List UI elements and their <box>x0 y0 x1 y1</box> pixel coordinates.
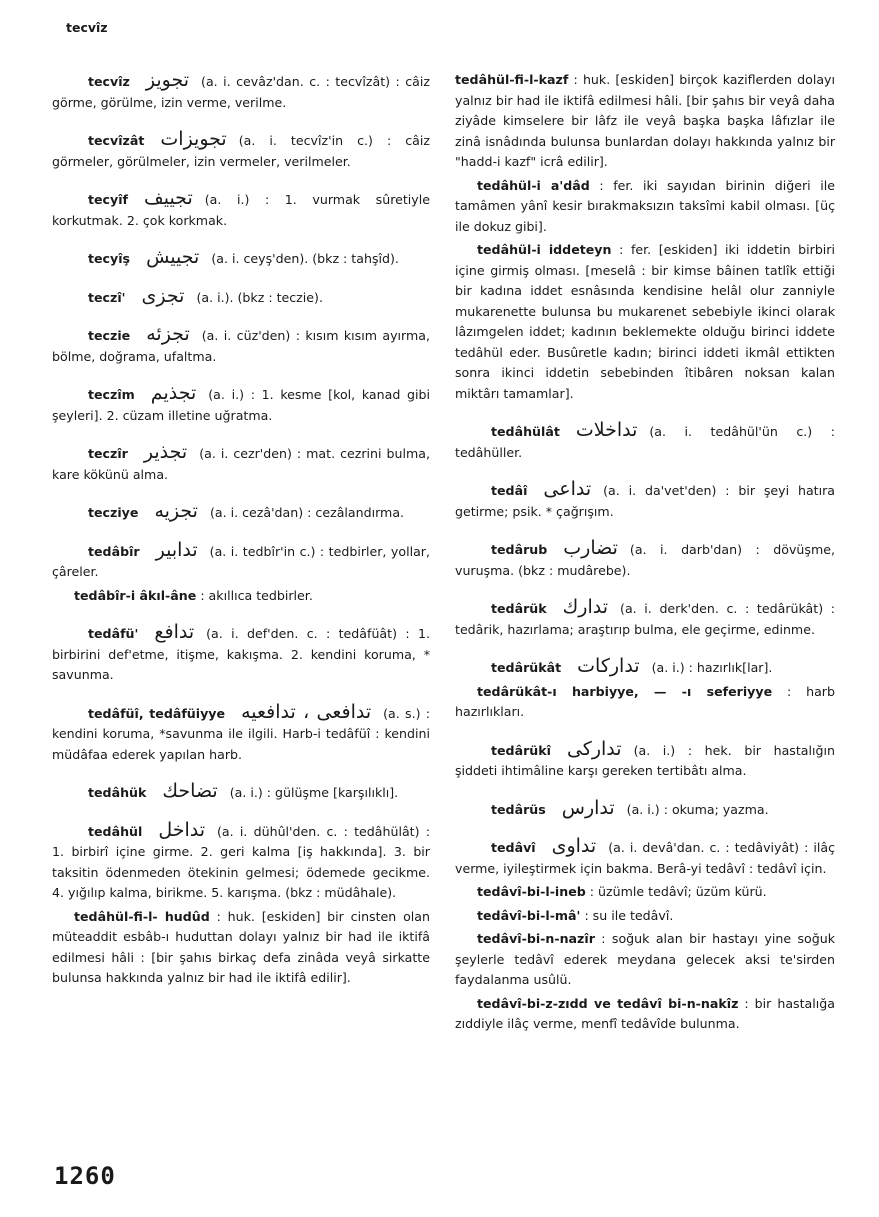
entry-arabic-script: تداخلات <box>575 419 638 441</box>
dictionary-entry <box>52 501 430 524</box>
entry-definition: : üzümle tedâvî; üzüm kürü. <box>589 884 767 899</box>
entry-headword: tedârük <box>491 601 547 616</box>
dictionary-entry <box>52 324 430 367</box>
page-number: 1260 <box>54 1162 116 1190</box>
entry-definition: : fer. [eskiden] iki iddetin birbiri içine girmiş olması. [meselâ : bir kimse bâinen tatlîk ettiği bir kadına iddet esnâsında kendisine helâl olur zanniyle mukarenette bulunsa bu mukarenet sebebiyle ikinci olarak lâzımgelen iddet; kadının beklemekte olduğu birinci iddete tedâhül eder. Busûretle kadın; birinci iddeti ikmâl ettikten sonra ikinci iddetin sebebinden îtibâren noksan kalan miktârı tamamlar]. <box>455 242 835 401</box>
entry-definition: (a. i.) : okuma; yazma. <box>626 801 769 817</box>
dictionary-entry <box>52 586 430 607</box>
dictionary-entry <box>52 442 430 485</box>
dictionary-entry <box>455 798 835 821</box>
left-column <box>52 70 430 989</box>
entry-definition: : akıllıca tedbirler. <box>200 587 313 603</box>
entry-arabic-script: تداعى <box>543 478 592 500</box>
entry-headword: tecyîş <box>88 251 131 266</box>
entry-definition: (a. i. cezâ'dan) : cezâlandırma. <box>209 505 405 520</box>
entry-definition: (a. i. da'vet'den) : bir şeyi hatıra getirme; psik. * çağrışım. <box>455 483 835 519</box>
entry-definition: : fer. iki sayıdan birinin diğeri ile tamâmen yânî kesir bırakmaksızın taksîmi kabil olması. [üç ile dokuz gibi]. <box>455 177 835 234</box>
entry-definition: : huk. [eskiden] bir cinsten olan müteaddit esbâb-ı huduttan dolayı yalnız bir had ile iktifâ edilmesi hâli : [bir şahıs birkaç defa zinâda veyâ sirkatte bulunsa hakkında yalnız bir had ile iktifâ edilir]. <box>52 908 430 985</box>
entry-headword: teczie <box>88 328 131 343</box>
dictionary-entry <box>455 70 835 173</box>
dictionary-entry <box>52 702 430 766</box>
dictionary-entry <box>52 286 430 309</box>
entry-definition: : su ile tedâvî. <box>584 907 674 923</box>
dictionary-entry <box>455 836 835 879</box>
dictionary-entry <box>455 538 835 581</box>
entry-headword: tedâvî-bi-l-mâ' <box>477 907 581 923</box>
entry-headword: tedâhül-fi-l-kazf <box>455 72 569 87</box>
entry-arabic-script: تضارب <box>563 537 618 559</box>
entry-headword: tedâhük <box>88 785 147 800</box>
entry-headword: tedâhül-i iddeteyn <box>477 242 612 257</box>
entry-headword: tedâvî-bi-z-zıdd ve tedâvî bi-n-nakîz <box>477 995 739 1011</box>
entry-arabic-script: تجزيه <box>154 500 198 522</box>
entry-definition: (a. i.). (bkz : teczie). <box>196 289 323 305</box>
dictionary-entry <box>52 247 430 270</box>
entry-arabic-script: تدارك <box>562 596 609 618</box>
entry-arabic-script: تجزئه <box>146 323 190 345</box>
dictionary-entry <box>455 597 835 640</box>
entry-headword: tedâfüî, tedâfüiyye <box>88 705 226 721</box>
dictionary-entry <box>455 479 835 522</box>
dictionary-entry <box>52 70 430 113</box>
entry-headword: tedâî <box>491 483 528 498</box>
entry-arabic-script: تدابير <box>155 538 198 561</box>
entry-definition: (a. i. ceyş'den). (bkz : tahşîd). <box>211 251 399 266</box>
dictionary-entry <box>455 739 835 782</box>
dictionary-entry <box>455 994 835 1035</box>
entry-definition: (a. i.) : hek. bir hastalığın şiddeti ihtimâline karşı gereken tertibâtı alma. <box>455 742 835 778</box>
dictionary-entry <box>455 929 835 991</box>
right-column <box>455 70 835 1035</box>
entry-arabic-script: تجزى <box>141 284 185 307</box>
dictionary-entry <box>52 622 430 686</box>
dictionary-entry <box>52 383 430 426</box>
entry-headword: tedâvî-bi-l-ineb <box>477 884 586 899</box>
entry-definition: (a. i.) : gülüşme [karşılıklı]. <box>229 785 399 800</box>
dictionary-entry <box>455 682 835 723</box>
entry-definition: (a. i. derk'den. c. : tedârükât) : tedârik, hazırlama; araştırıp bulma, ele geçirme, edinme. <box>455 601 835 637</box>
dictionary-entry <box>455 176 835 238</box>
entry-headword: tedârükât <box>491 660 562 675</box>
entry-definition: : harb hazırlıkları. <box>455 683 835 719</box>
entry-arabic-script: تداركات <box>577 655 640 677</box>
entry-arabic-script: تجويزات <box>160 128 227 150</box>
dictionary-entry <box>52 188 430 231</box>
entry-definition: (a. i. darb'dan) : dövüşme, vuruşma. (bkz : mudârebe). <box>455 542 835 578</box>
entry-headword: tedâvî-bi-n-nazîr <box>477 931 595 946</box>
running-head: tecvîz <box>66 20 108 35</box>
entry-arabic-script: تجويز <box>145 69 190 91</box>
entry-headword: tedârub <box>491 542 548 557</box>
entry-headword: tecyîf <box>88 192 129 207</box>
entry-definition: (a. i. dühûl'den. c. : tedâhülât) : 1. birbirî içine girme. 2. geri kalma [iş hakkında]. 3. bir taksitin ödenmeden ötekinin gelmesi; ödemede gecikme. 4. yığılıp kalma, birikme. 5. karışma. (bkz : müdâhale). <box>52 823 430 900</box>
entry-arabic-script: تدافع <box>154 621 195 643</box>
entry-headword: teczîr <box>88 446 128 461</box>
entry-headword: tedâhül-fi-l- hudûd <box>74 908 210 924</box>
entry-arabic-script: تضاحك <box>162 780 218 802</box>
entry-definition: (a. s.) : kendini koruma, *savunma ile ilgili. Harb-i tedâfüî : kendini müdâfaa ederek yapılan harb. <box>52 705 430 762</box>
entry-definition: (a. i.) : 1. vurmak sûretiyle korkutmak. 2. çok korkmak. <box>52 192 430 228</box>
dictionary-entry <box>52 820 430 904</box>
entry-definition: (a. i. def'den. c. : tedâfüât) : 1. birbirini def'etme, itişme, kakışma. 2. kendini koruma, * savunma. <box>52 626 430 682</box>
entry-headword: tedârükât-ı harbiyye, — -ı seferiyye <box>477 683 773 699</box>
dictionary-entry <box>52 540 430 583</box>
entry-definition: : soğuk alan bir hastayı yine soğuk şeylerle tedâvî ederek meydana gelecek aksi te'sirden faydalanma usûlü. <box>455 931 836 987</box>
dictionary-entry <box>52 129 430 172</box>
entry-headword: tedâfü' <box>88 626 139 641</box>
entry-definition: (a. i. devâ'dan. c. : tedâviyât) : ilâç verme, iyileştirmek için bakma. Berâ-yi tedâvî : tedâvî için. <box>455 840 835 876</box>
entry-headword: teczîm <box>88 387 135 402</box>
entry-arabic-script: تجذير <box>143 441 188 463</box>
entry-arabic-script: تداخل <box>158 818 206 841</box>
entry-headword: tecvîz <box>88 74 130 89</box>
entry-definition: (a. i. cezr'den) : mat. cezrini bulma, kare kökünü alma. <box>52 446 430 482</box>
entry-headword: teczî' <box>88 289 126 305</box>
entry-definition: (a. i. cüz'den) : kısım kısım ayırma, bölme, doğrama, ufaltma. <box>52 328 430 364</box>
entry-headword: tedârüs <box>491 801 546 817</box>
entry-definition: : bir hastalığa zıddiyle ilâç verme, menfî tedâvîde bulunma. <box>455 995 835 1031</box>
entry-arabic-script: تجييف <box>144 187 193 209</box>
dictionary-entry <box>455 420 835 463</box>
dictionary-entry <box>52 907 430 989</box>
entry-arabic-script: تداوى <box>551 835 597 857</box>
entry-headword: tedâhül-i a'dâd <box>477 177 590 193</box>
entry-arabic-script: تداركى <box>566 737 622 760</box>
entry-arabic-script: تجييش <box>146 246 200 268</box>
dictionary-entry <box>455 240 835 404</box>
entry-headword: tedâbîr-i âkıl-âne <box>74 587 197 603</box>
entry-definition: (a. i. tecvîz'in c.) : câiz görmeler, görülmeler, izin vermeler, verilmeler. <box>52 133 430 169</box>
entry-headword: tedâbîr <box>88 543 140 559</box>
entry-headword: tedâvî <box>491 840 536 855</box>
entry-headword: tedârükî <box>491 742 551 758</box>
entry-headword: tecziye <box>88 505 139 520</box>
entry-definition: (a. i. cevâz'dan. c. : tecvîzât) : câiz görme, görülme, izin verme, verilme. <box>52 74 430 110</box>
entry-definition: (a. i.) : 1. kesme [kol, kanad gibi şeyleri]. 2. cüzam illetine uğratma. <box>52 387 430 423</box>
dictionary-entry <box>455 906 835 927</box>
dictionary-entry <box>52 781 430 804</box>
entry-arabic-script: تدارس <box>561 796 615 819</box>
entry-definition: : huk. [eskiden] birçok kaziflerden dolayı yalnız bir had ile iktifâ edilmesi hâli. [bir şahıs bir veyâ daha ziyâde kimselere bir lâfz ile veyâ başka başka lâfızlar ile zinâ isnâdında bulunsa bunlardan dolayı hakkında yalnız bir "hadd-i kazf" icrâ edilir]. <box>455 72 835 169</box>
entry-definition: (a. i. tedbîr'in c.) : tedbirler, yollar, çâreler. <box>52 543 430 579</box>
entry-headword: tecvîzât <box>88 133 145 148</box>
dictionary-entry <box>455 656 835 679</box>
entry-headword: tedâhülât <box>491 424 560 439</box>
entry-definition: (a. i.) : hazırlık[lar]. <box>651 660 773 675</box>
entry-definition: (a. i. tedâhül'ün c.) : tedâhüller. <box>455 424 835 460</box>
dictionary-entry <box>455 882 835 903</box>
entry-headword: tedâhül <box>88 823 143 839</box>
entry-arabic-script: تدافعى ، تدافعيه <box>241 700 372 723</box>
entry-arabic-script: تجذيم <box>150 382 197 404</box>
